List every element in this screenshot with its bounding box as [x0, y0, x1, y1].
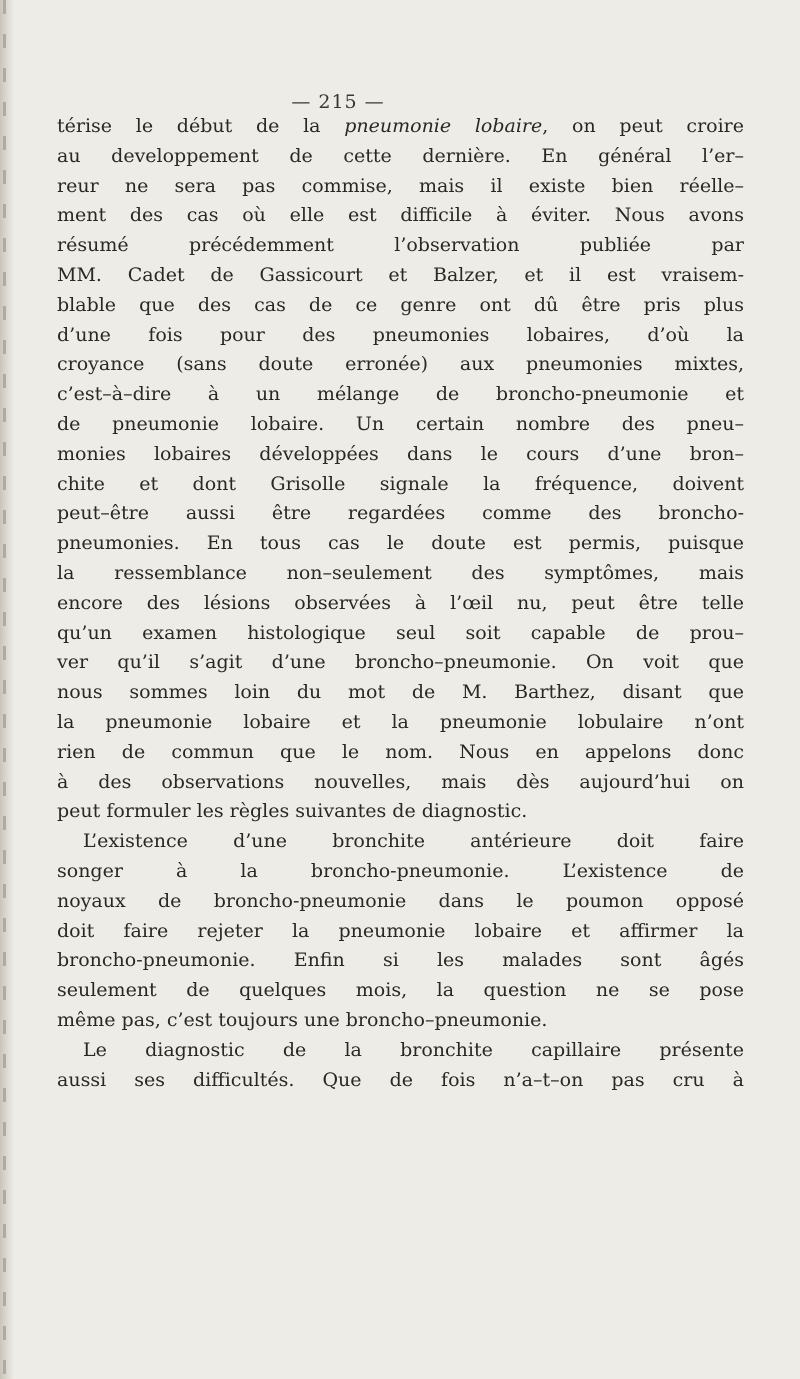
text-line: seulement de quelques mois, la question ne se pose [57, 979, 744, 1002]
text-line: songer à la broncho-pneumonie. L’existence de [57, 859, 744, 882]
text-line: rien de commun que le nom. Nous en appelons donc [57, 740, 744, 763]
text-line: ver qu’il s’agit d’une broncho–pneumonie. On voit que [57, 651, 744, 674]
body-text [57, 112, 744, 1095]
text-line: blable que des cas de ce genre ont dû être pris plus [57, 293, 744, 316]
text-line: d’une fois pour des pneumonies lobaires, d’où la [57, 323, 744, 346]
text-line: la pneumonie lobaire et la pneumonie lobulaire n’ont [57, 710, 744, 733]
text-line: croyance (sans doute erronée) aux pneumonies mixtes, [57, 353, 744, 376]
italic-term: pneumonie lobaire [344, 115, 543, 137]
text-line [57, 112, 744, 142]
text-run: , on peut croire [542, 115, 744, 137]
text-line: peut formuler les règles suivantes de diagnostic. [57, 800, 528, 823]
text-line: peut–être aussi être regardées comme des broncho- [57, 502, 744, 525]
text-line: noyaux de broncho-pneumonie dans le poumon opposé [57, 889, 744, 912]
text-line: MM. Cadet de Gassicourt et Balzer, et il est vraisem- [57, 263, 744, 286]
paragraph-start-line: L’existence d’une bronchite antérieure doit faire [83, 830, 744, 853]
text-line: la ressemblance non–seulement des symptômes, mais [57, 561, 744, 584]
text-line: au developpement de cette dernière. En général l’er– [57, 144, 744, 167]
text-line: ment des cas où elle est difficile à éviter. Nous avons [57, 204, 744, 227]
text-line: à des observations nouvelles, mais dès aujourd’hui on [57, 770, 744, 793]
text-line: monies lobaires développées dans le cours d’une bron– [57, 442, 744, 465]
text-line: chite et dont Grisolle signale la fréquence, doivent [57, 472, 744, 495]
text-line: nous sommes loin du mot de M. Barthez, disant que [57, 681, 744, 704]
text-line: reur ne sera pas commise, mais il existe bien réelle– [57, 174, 744, 197]
text-line: qu’un examen histologique seul soit capable de prou– [57, 621, 744, 644]
text-line: de pneumonie lobaire. Un certain nombre des pneu– [57, 412, 744, 435]
paragraph-start-line: Le diagnostic de la bronchite capillaire présente [83, 1038, 744, 1061]
text-line: même pas, c’est toujours une broncho–pneumonie. [57, 1008, 548, 1031]
text-line: doit faire rejeter la pneumonie lobaire et affirmer la [57, 919, 744, 942]
text-line: résumé précédemment l’observation publiée par [57, 234, 744, 257]
text-line: c’est–à–dire à un mélange de broncho-pneumonie et [57, 383, 744, 406]
text-line: broncho-pneumonie. Enfin si les malades sont âgés [57, 949, 744, 972]
page-number: — 215 — [291, 91, 385, 113]
text-line: pneumonies. En tous cas le doute est permis, puisque [57, 532, 744, 555]
text-line: encore des lésions observées à l’œil nu, peut être telle [57, 591, 744, 614]
text-run: térise le début de la [57, 115, 345, 137]
text-line: aussi ses difficultés. Que de fois n’a–t–on pas cru à [57, 1068, 744, 1091]
